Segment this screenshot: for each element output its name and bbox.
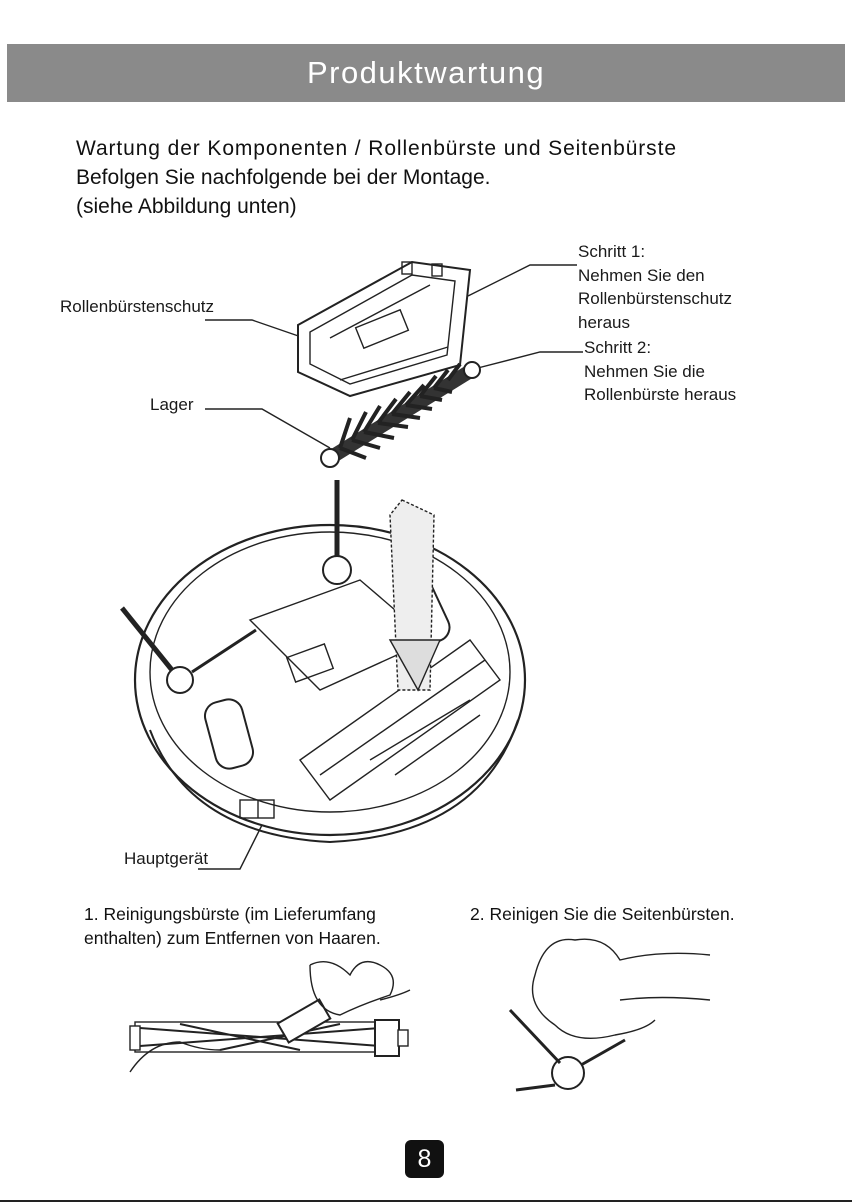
tip-1-line-2: enthalten) zum Entfernen von Haaren. bbox=[84, 928, 381, 948]
page-number: 8 bbox=[405, 1140, 444, 1178]
step-2-text bbox=[584, 336, 736, 407]
leader-line-step2 bbox=[470, 352, 583, 370]
leader-line-brush-guard bbox=[205, 320, 310, 340]
step-2-line-2: Rollenbürste heraus bbox=[584, 385, 737, 404]
intro-reference: (siehe Abbildung unten) bbox=[76, 195, 297, 218]
step-1-text bbox=[578, 240, 732, 334]
tip-1-line-1: 1. Reinigungsbürste (im Lieferumfang bbox=[84, 904, 376, 924]
bottom-rule bbox=[0, 1200, 852, 1202]
robot-main-unit-illustration bbox=[122, 480, 525, 842]
label-bearing: Lager bbox=[150, 395, 194, 414]
leader-line-step1 bbox=[468, 265, 577, 296]
page-title: Produktwartung bbox=[306, 55, 546, 90]
cloth-cleaning-illustration bbox=[510, 939, 710, 1090]
step-1-line-1: Nehmen Sie den bbox=[578, 265, 705, 285]
step-1-line-2: Rollenbürstenschutz bbox=[578, 289, 733, 308]
label-brush-guard: Rollenbürstenschutz bbox=[60, 297, 215, 316]
intro-instruction: Befolgen Sie nachfolgende bei der Montage. bbox=[76, 166, 491, 189]
step-2-line-1: Nehmen Sie die bbox=[584, 361, 705, 381]
cleaning-tool-illustration bbox=[130, 962, 410, 1072]
tip-2-text: 2. Reinigen Sie die Seitenbürsten. bbox=[470, 904, 735, 924]
label-main-unit: Hauptgerät bbox=[124, 849, 209, 868]
step-1-line-3: heraus bbox=[578, 312, 630, 332]
intro-heading: Wartung der Komponenten / Rollenbürste und Seitenbürste bbox=[76, 137, 677, 160]
step-1-title: Schritt 1: bbox=[578, 242, 646, 261]
leader-line-bearing bbox=[205, 409, 330, 448]
step-2-title: Schritt 2: bbox=[584, 338, 652, 357]
